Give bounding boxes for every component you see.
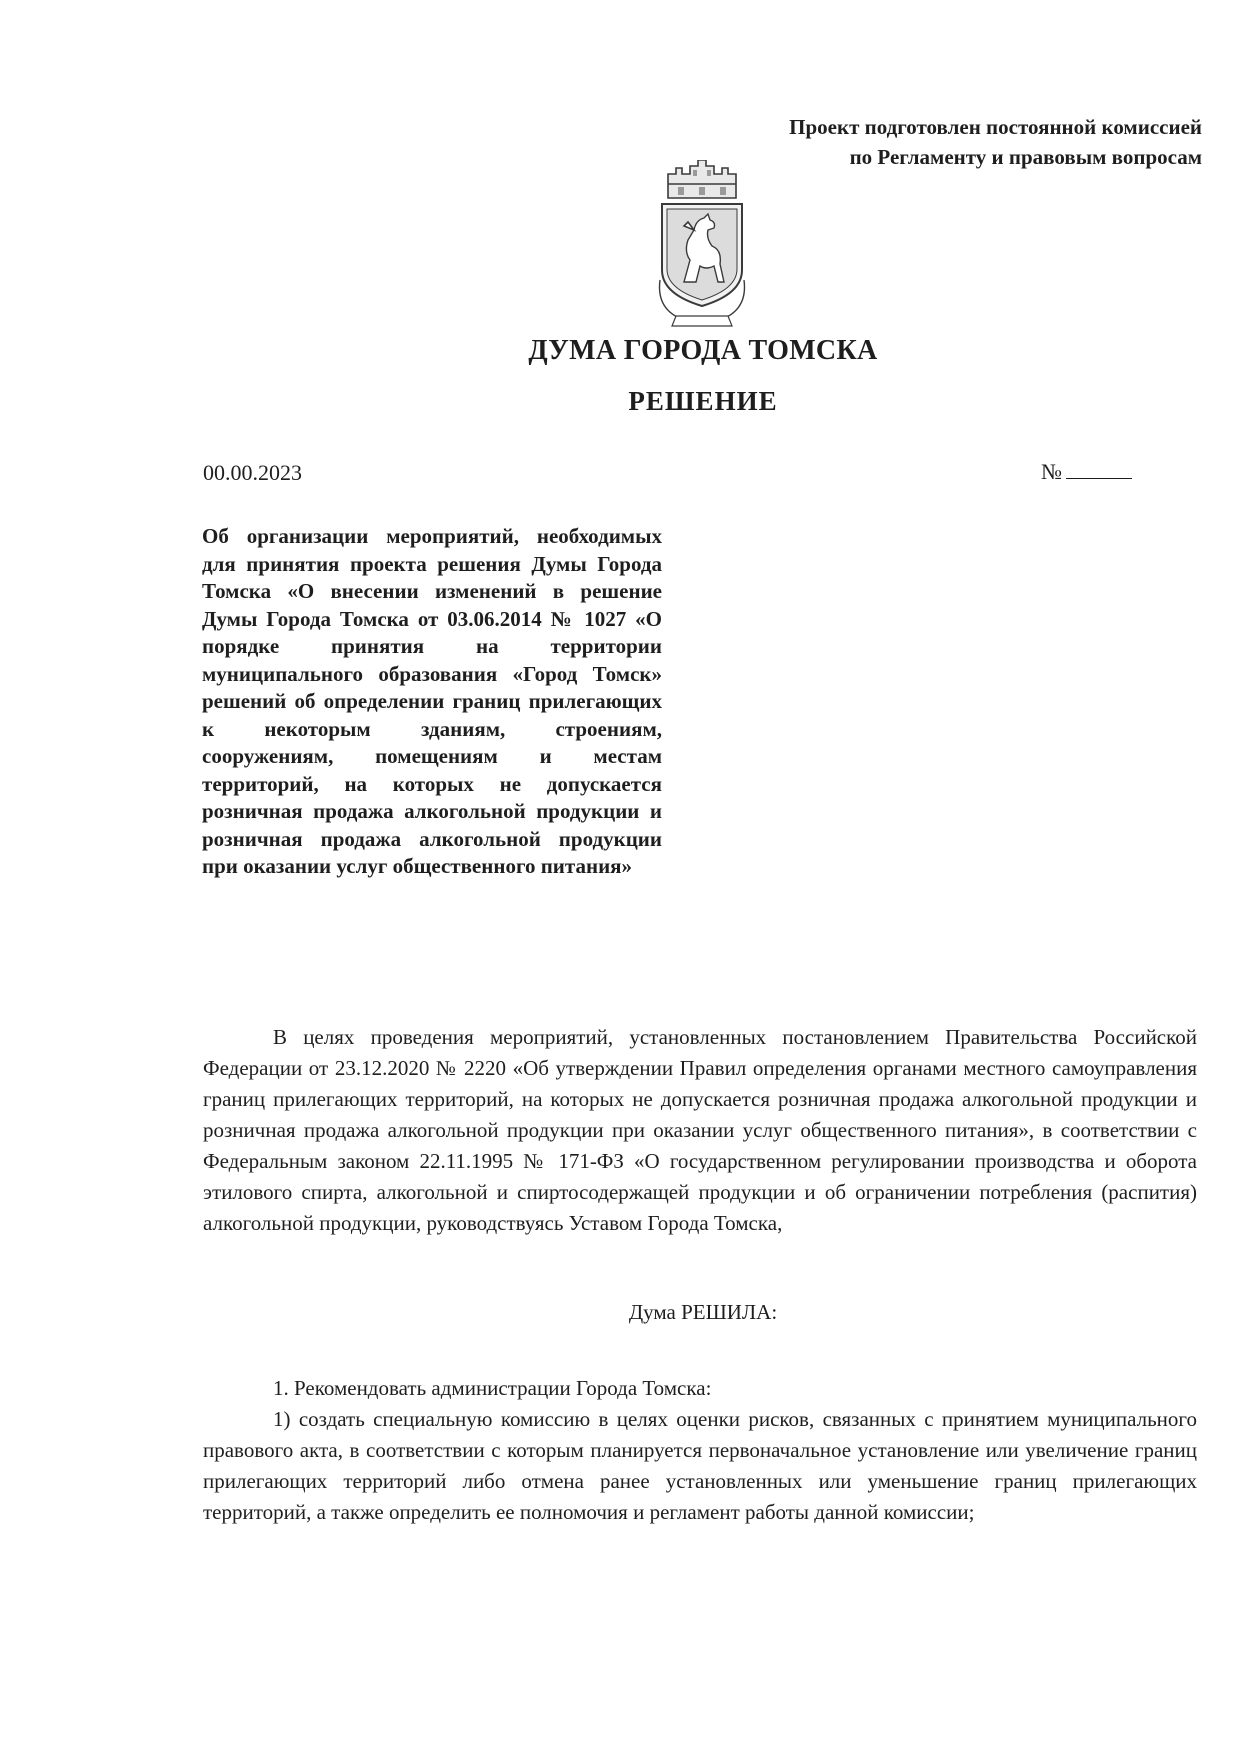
header-note-line-2: по Регламенту и правовым вопросам: [849, 145, 1202, 169]
header-note-line-1: Проект подготовлен постоянной комиссией: [789, 115, 1202, 139]
item-1: 1. Рекомендовать администрации Города Томска:: [273, 1376, 712, 1400]
resolved-heading: Дума РЕШИЛА:: [628, 1300, 778, 1324]
organization-title: ДУМА ГОРОДА ТОМСКА: [528, 335, 878, 366]
tomsk-coat-of-arms-icon: [654, 160, 750, 332]
document-subject: Об организации мероприятий, необходимых для принятия проекта решения Думы Города Томска «О внесении изменений в решение Думы Города Томска от 03.06.2014 № 1027 «О порядке принятия на территории муниципального образования «Город Томск» решений об определении границ прилегающих к некоторым зданиям, строениям, сооружениям, помещениям и местам территорий, на которых не допускается розничная продажа алкогольной продукции и розничная продажа алкогольной продукции при оказании услуг общественного питания»: [202, 524, 662, 878]
preamble-paragraph: В целях проведения мероприятий, установленных постановлением Правительства Российской Федерации от 23.12.2020 № 2220 «Об утверждении Правил определения органами местного самоуправления границ прилегающих территорий, на которых не допускается розничная продажа алкогольной продукции и розничная продажа алкогольной продукции при оказании услуг общественного питания», в соответствии с Федеральным законом 22.11.1995 № 171-ФЗ «О государственном регулировании производства и оборота этилового спирта, алкогольной и спиртосодержащей продукции и об ограничении потребления (распития) алкогольной продукции, руководствуясь Уставом Города Томска,: [203, 1025, 1197, 1235]
document-number: [1041, 459, 1132, 485]
document-type: РЕШЕНИЕ: [628, 386, 778, 416]
item-1-1: 1) создать специальную комиссию в целях оценки рисков, связанных с принятием муниципального правового акта, в соответствии с которым планируется первоначальное установление или увеличение границ прилегающих территорий либо отмена ранее установленных или уменьшение границ прилегающих территорий, а также определить ее полномочия и регламент работы данной комиссии;: [203, 1407, 1197, 1524]
preamble: [203, 1022, 1197, 1239]
header-note: [789, 112, 1202, 172]
decision-items: [203, 1373, 1197, 1528]
document-date: 00.00.2023: [203, 460, 302, 485]
number-blank: [1066, 460, 1132, 479]
number-label: №: [1041, 459, 1062, 484]
